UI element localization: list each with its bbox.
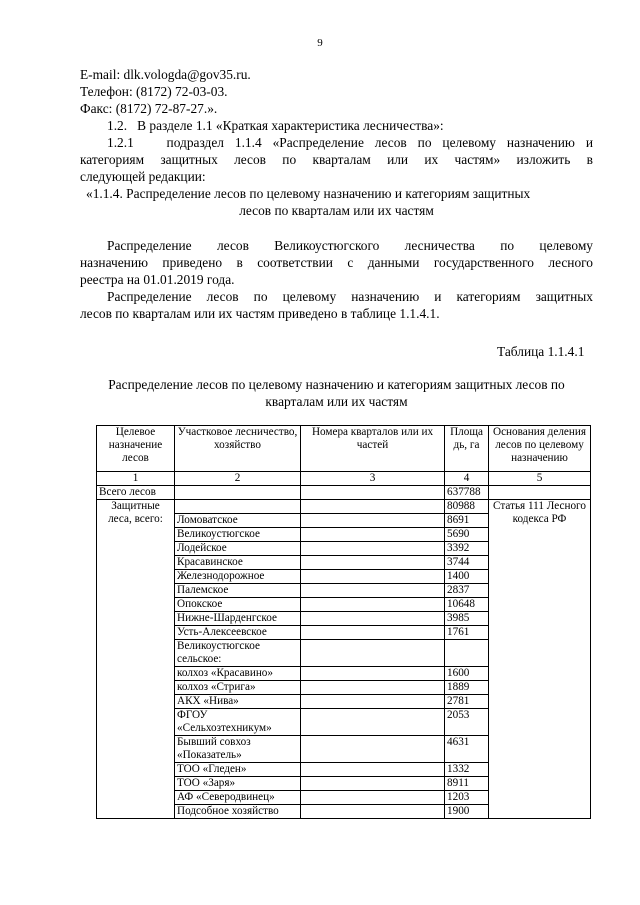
district-area: 1900 — [445, 805, 489, 819]
heading-line2: лесов по кварталам или их частям — [239, 203, 434, 218]
quarter-numbers — [301, 612, 445, 626]
quarter-numbers — [301, 791, 445, 805]
col-number: 3 — [301, 472, 445, 486]
district-name: Великоустюгское — [175, 528, 301, 542]
forest-distribution-table — [96, 425, 591, 819]
district-area: 3392 — [445, 542, 489, 556]
district-area: 3985 — [445, 612, 489, 626]
district-area: 1332 — [445, 763, 489, 777]
quarter-numbers — [301, 805, 445, 819]
header-district: Участковое лесничество, хозяйство — [175, 426, 301, 472]
district-area — [445, 640, 489, 667]
quarter-numbers — [301, 584, 445, 598]
district-name: Подсобное хозяйство — [175, 805, 301, 819]
quarter-numbers — [301, 570, 445, 584]
quarter-numbers — [301, 736, 445, 763]
district-name: Железнодорожное — [175, 570, 301, 584]
page-number: 9 — [317, 37, 323, 49]
district-area: 1600 — [445, 667, 489, 681]
section-1-2-1-line1: 1.2.1 подраздел 1.1.4 «Распределение лесов по целевому назначению и — [107, 135, 593, 150]
district-name: АКХ «Нива» — [175, 695, 301, 709]
quarter-numbers — [301, 695, 445, 709]
header-quarters: Номера кварталов или их частей — [301, 426, 445, 472]
protective-area: 80988 — [445, 500, 489, 514]
basis-cell: Статья 111 Лесного кодекса РФ — [489, 500, 591, 819]
district-name: Палемское — [175, 584, 301, 598]
district-name: Опокское — [175, 598, 301, 612]
quarter-numbers — [301, 709, 445, 736]
heading-line1: «1.1.4. Распределение лесов по целевому назначению и категориям защитных — [86, 186, 531, 201]
quarter-numbers — [301, 681, 445, 695]
district-name: Нижне-Шарденгское — [175, 612, 301, 626]
para1-line1: Распределение лесов Великоустюгского лесничества по целевому — [107, 238, 593, 253]
district-name: Усть-Алексеевское — [175, 626, 301, 640]
quarter-numbers — [301, 528, 445, 542]
district-area: 8911 — [445, 777, 489, 791]
header-area: Площа дь, га — [445, 426, 489, 472]
district-name: АФ «Северодвинец» — [175, 791, 301, 805]
table-label: Таблица 1.1.4.1 — [497, 344, 585, 359]
district-name: Ломоватское — [175, 514, 301, 528]
district-area: 1889 — [445, 681, 489, 695]
district-area: 1203 — [445, 791, 489, 805]
district-area: 2781 — [445, 695, 489, 709]
quarter-numbers — [301, 777, 445, 791]
table-row — [97, 500, 591, 514]
para2-line1: Распределение лесов по целевому назначению и категориям защитных — [107, 289, 593, 304]
total-area: 637788 — [445, 486, 489, 500]
district-area: 1761 — [445, 626, 489, 640]
para1-line2: назначению приведено в соответствии с данными государственного лесного — [80, 255, 593, 270]
header-basis: Основания деления лесов по целевому назначению — [489, 426, 591, 472]
col-number: 5 — [489, 472, 591, 486]
para2-line2: лесов по кварталам или их частям приведено в таблице 1.1.4.1. — [80, 306, 440, 321]
district-name: Красавинское — [175, 556, 301, 570]
district-name: Лодейское — [175, 542, 301, 556]
district-name: Бывший совхоз «Показатель» — [175, 736, 301, 763]
table-title-line2: кварталам или их частям — [265, 394, 408, 409]
email-line: E-mail: dlk.vologda@gov35.ru. — [80, 67, 251, 82]
district-name: ТОО «Гледен» — [175, 763, 301, 777]
district-name: Великоустюгское сельское: — [175, 640, 301, 667]
col-number: 2 — [175, 472, 301, 486]
col-number: 1 — [97, 472, 175, 486]
district-area: 1400 — [445, 570, 489, 584]
district-area: 4631 — [445, 736, 489, 763]
total-label: Всего лесов — [97, 486, 175, 500]
protective-label: Защитные леса, всего: — [97, 500, 175, 819]
quarter-numbers — [301, 514, 445, 528]
phone-line: Телефон: (8172) 72-03-03. — [80, 84, 228, 99]
district-name: ТОО «Заря» — [175, 777, 301, 791]
table-row — [97, 486, 591, 500]
quarter-numbers — [301, 763, 445, 777]
quarter-numbers — [301, 542, 445, 556]
district-area: 2053 — [445, 709, 489, 736]
section-1-2-1-line3: следующей редакции: — [80, 169, 206, 184]
district-area: 8691 — [445, 514, 489, 528]
section-1-2-1-line2: категориям защитных лесов по кварталам или их частям» изложить в — [80, 152, 593, 167]
header-purpose: Целевое назначение лесов — [97, 426, 175, 472]
district-area: 2837 — [445, 584, 489, 598]
district-area: 10648 — [445, 598, 489, 612]
section-1-2: 1.2. В разделе 1.1 «Краткая характеристика лесничества»: — [107, 118, 444, 133]
para1-line3: реестра на 01.01.2019 года. — [80, 272, 235, 287]
district-area: 5690 — [445, 528, 489, 542]
table-title-line1: Распределение лесов по целевому назначению и категориям защитных лесов по — [108, 377, 565, 392]
quarter-numbers — [301, 598, 445, 612]
quarter-numbers — [301, 640, 445, 667]
district-name: колхоз «Стрига» — [175, 681, 301, 695]
quarter-numbers — [301, 626, 445, 640]
fax-line: Факс: (8172) 72-87-27.». — [80, 101, 218, 116]
quarter-numbers — [301, 556, 445, 570]
district-area: 3744 — [445, 556, 489, 570]
quarter-numbers — [301, 667, 445, 681]
district-name: ФГОУ «Сельхозтехникум» — [175, 709, 301, 736]
col-number: 4 — [445, 472, 489, 486]
district-name: колхоз «Красавино» — [175, 667, 301, 681]
